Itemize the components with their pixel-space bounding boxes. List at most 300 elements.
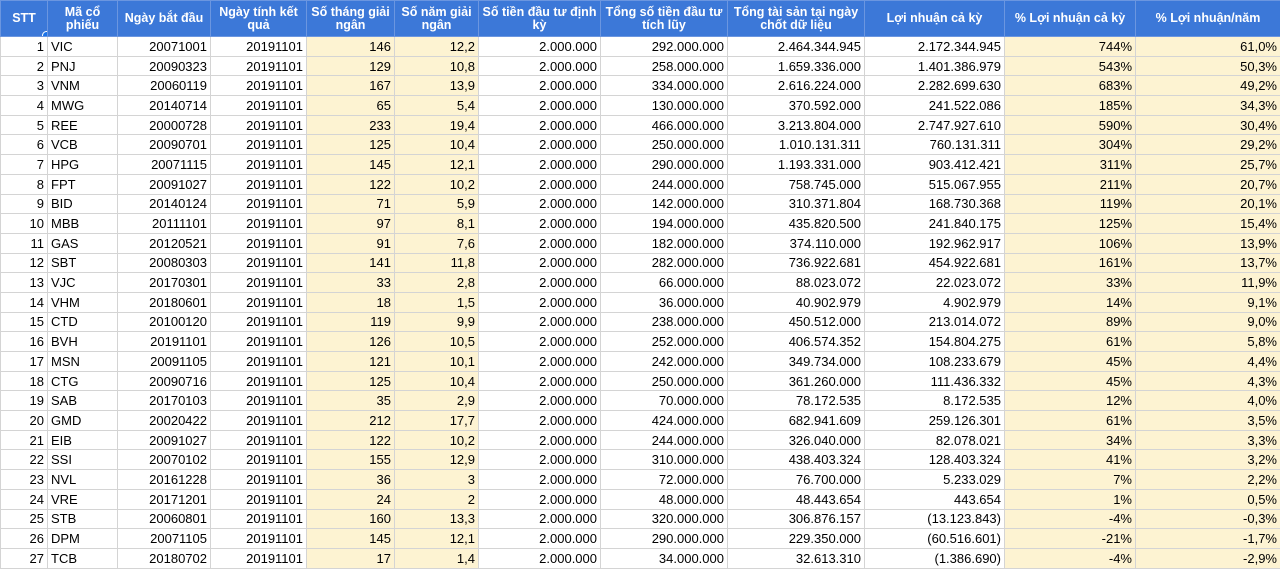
cell-stt[interactable]: 26 <box>1 529 48 549</box>
cell-profit-per-year[interactable]: 0,5% <box>1136 489 1280 509</box>
cell-total-assets[interactable]: 48.443.654 <box>728 489 865 509</box>
cell-years[interactable]: 12,2 <box>395 37 479 57</box>
cell-total-profit[interactable]: 1.401.386.979 <box>865 56 1005 76</box>
cell-months[interactable]: 146 <box>307 37 395 57</box>
cell-total-profit[interactable]: 5.233.029 <box>865 470 1005 490</box>
cell-total-profit[interactable]: (13.123.843) <box>865 509 1005 529</box>
cell-result-date[interactable]: 20191101 <box>211 529 307 549</box>
cell-start-date[interactable]: 20070102 <box>118 450 211 470</box>
cell-profit-percent[interactable]: 106% <box>1005 233 1136 253</box>
cell-months[interactable]: 91 <box>307 233 395 253</box>
cell-total-assets[interactable]: 1.659.336.000 <box>728 56 865 76</box>
cell-ticker[interactable]: VNM <box>48 76 118 96</box>
cell-profit-percent[interactable]: 543% <box>1005 56 1136 76</box>
cell-stt[interactable]: 2 <box>1 56 48 76</box>
cell-years[interactable]: 11,8 <box>395 253 479 273</box>
cell-ticker[interactable]: HPG <box>48 155 118 175</box>
cell-months[interactable]: 129 <box>307 56 395 76</box>
cell-profit-percent[interactable]: 12% <box>1005 391 1136 411</box>
cell-years[interactable]: 8,1 <box>395 214 479 234</box>
cell-total-profit[interactable]: 192.962.917 <box>865 233 1005 253</box>
cell-years[interactable]: 5,9 <box>395 194 479 214</box>
cell-total-invested[interactable]: 66.000.000 <box>601 273 728 293</box>
cell-total-invested[interactable]: 282.000.000 <box>601 253 728 273</box>
cell-profit-per-year[interactable]: 29,2% <box>1136 135 1280 155</box>
cell-stt[interactable]: 9 <box>1 194 48 214</box>
cell-months[interactable]: 155 <box>307 450 395 470</box>
cell-result-date[interactable]: 20191101 <box>211 253 307 273</box>
cell-start-date[interactable]: 20080303 <box>118 253 211 273</box>
cell-months[interactable]: 119 <box>307 312 395 332</box>
cell-years[interactable]: 7,6 <box>395 233 479 253</box>
cell-start-date[interactable]: 20180601 <box>118 292 211 312</box>
cell-ticker[interactable]: GMD <box>48 411 118 431</box>
cell-periodic-amount[interactable]: 2.000.000 <box>479 135 601 155</box>
cell-total-invested[interactable]: 424.000.000 <box>601 411 728 431</box>
cell-total-invested[interactable]: 244.000.000 <box>601 174 728 194</box>
cell-total-assets[interactable]: 438.403.324 <box>728 450 865 470</box>
cell-periodic-amount[interactable]: 2.000.000 <box>479 529 601 549</box>
cell-periodic-amount[interactable]: 2.000.000 <box>479 391 601 411</box>
cell-total-assets[interactable]: 2.464.344.945 <box>728 37 865 57</box>
cell-periodic-amount[interactable]: 2.000.000 <box>479 174 601 194</box>
header-start-date[interactable]: Ngày bắt đầu <box>118 1 211 37</box>
cell-stt[interactable]: 21 <box>1 430 48 450</box>
cell-start-date[interactable]: 20111101 <box>118 214 211 234</box>
cell-result-date[interactable]: 20191101 <box>211 332 307 352</box>
cell-profit-percent[interactable]: 33% <box>1005 273 1136 293</box>
cell-periodic-amount[interactable]: 2.000.000 <box>479 371 601 391</box>
cell-result-date[interactable]: 20191101 <box>211 174 307 194</box>
cell-profit-percent[interactable]: 304% <box>1005 135 1136 155</box>
cell-profit-per-year[interactable]: 25,7% <box>1136 155 1280 175</box>
cell-years[interactable]: 10,4 <box>395 371 479 391</box>
cell-periodic-amount[interactable]: 2.000.000 <box>479 332 601 352</box>
cell-start-date[interactable]: 20090701 <box>118 135 211 155</box>
cell-ticker[interactable]: STB <box>48 509 118 529</box>
cell-total-profit[interactable]: (1.386.690) <box>865 548 1005 568</box>
cell-periodic-amount[interactable]: 2.000.000 <box>479 470 601 490</box>
cell-result-date[interactable]: 20191101 <box>211 391 307 411</box>
cell-total-assets[interactable]: 306.876.157 <box>728 509 865 529</box>
cell-months[interactable]: 35 <box>307 391 395 411</box>
cell-ticker[interactable]: EIB <box>48 430 118 450</box>
cell-stt[interactable]: 1 <box>1 37 48 57</box>
cell-total-assets[interactable]: 76.700.000 <box>728 470 865 490</box>
cell-start-date[interactable]: 20071001 <box>118 37 211 57</box>
cell-start-date[interactable]: 20091027 <box>118 174 211 194</box>
cell-stt[interactable]: 22 <box>1 450 48 470</box>
header-total-invested[interactable]: Tổng số tiền đầu tư tích lũy <box>601 1 728 37</box>
cell-total-invested[interactable]: 242.000.000 <box>601 352 728 372</box>
cell-total-assets[interactable]: 229.350.000 <box>728 529 865 549</box>
cell-profit-percent[interactable]: 41% <box>1005 450 1136 470</box>
cell-years[interactable]: 10,8 <box>395 56 479 76</box>
cell-total-assets[interactable]: 2.616.224.000 <box>728 76 865 96</box>
cell-periodic-amount[interactable]: 2.000.000 <box>479 450 601 470</box>
cell-stt[interactable]: 27 <box>1 548 48 568</box>
cell-total-invested[interactable]: 130.000.000 <box>601 96 728 116</box>
cell-years[interactable]: 2,8 <box>395 273 479 293</box>
cell-years[interactable]: 2,9 <box>395 391 479 411</box>
cell-months[interactable]: 121 <box>307 352 395 372</box>
cell-years[interactable]: 10,1 <box>395 352 479 372</box>
cell-stt[interactable]: 11 <box>1 233 48 253</box>
cell-profit-per-year[interactable]: 4,0% <box>1136 391 1280 411</box>
cell-total-profit[interactable]: 454.922.681 <box>865 253 1005 273</box>
cell-periodic-amount[interactable]: 2.000.000 <box>479 509 601 529</box>
cell-start-date[interactable]: 20091105 <box>118 352 211 372</box>
cell-ticker[interactable]: VJC <box>48 273 118 293</box>
cell-periodic-amount[interactable]: 2.000.000 <box>479 96 601 116</box>
cell-ticker[interactable]: VHM <box>48 292 118 312</box>
cell-stt[interactable]: 13 <box>1 273 48 293</box>
cell-profit-percent[interactable]: 683% <box>1005 76 1136 96</box>
cell-start-date[interactable]: 20020422 <box>118 411 211 431</box>
cell-total-invested[interactable]: 258.000.000 <box>601 56 728 76</box>
cell-result-date[interactable]: 20191101 <box>211 312 307 332</box>
cell-years[interactable]: 13,9 <box>395 76 479 96</box>
cell-result-date[interactable]: 20191101 <box>211 470 307 490</box>
cell-total-invested[interactable]: 292.000.000 <box>601 37 728 57</box>
cell-result-date[interactable]: 20191101 <box>211 548 307 568</box>
cell-periodic-amount[interactable]: 2.000.000 <box>479 253 601 273</box>
cell-total-assets[interactable]: 682.941.609 <box>728 411 865 431</box>
cell-stt[interactable]: 16 <box>1 332 48 352</box>
cell-start-date[interactable]: 20161228 <box>118 470 211 490</box>
cell-result-date[interactable]: 20191101 <box>211 76 307 96</box>
cell-total-invested[interactable]: 238.000.000 <box>601 312 728 332</box>
cell-periodic-amount[interactable]: 2.000.000 <box>479 233 601 253</box>
cell-total-assets[interactable]: 406.574.352 <box>728 332 865 352</box>
cell-total-profit[interactable]: 2.172.344.945 <box>865 37 1005 57</box>
cell-total-profit[interactable]: 82.078.021 <box>865 430 1005 450</box>
cell-months[interactable]: 126 <box>307 332 395 352</box>
cell-months[interactable]: 160 <box>307 509 395 529</box>
cell-years[interactable]: 10,4 <box>395 135 479 155</box>
cell-years[interactable]: 12,1 <box>395 529 479 549</box>
cell-profit-per-year[interactable]: 20,7% <box>1136 174 1280 194</box>
cell-start-date[interactable]: 20170301 <box>118 273 211 293</box>
cell-total-invested[interactable]: 310.000.000 <box>601 450 728 470</box>
cell-total-assets[interactable]: 1.010.131.311 <box>728 135 865 155</box>
cell-years[interactable]: 10,2 <box>395 174 479 194</box>
cell-start-date[interactable]: 20060119 <box>118 76 211 96</box>
cell-total-assets[interactable]: 374.110.000 <box>728 233 865 253</box>
cell-start-date[interactable]: 20090716 <box>118 371 211 391</box>
cell-years[interactable]: 13,3 <box>395 509 479 529</box>
cell-total-assets[interactable]: 310.371.804 <box>728 194 865 214</box>
cell-profit-percent[interactable]: -4% <box>1005 548 1136 568</box>
cell-start-date[interactable]: 20140124 <box>118 194 211 214</box>
cell-profit-per-year[interactable]: 13,7% <box>1136 253 1280 273</box>
cell-profit-percent[interactable]: 590% <box>1005 115 1136 135</box>
cell-stt[interactable]: 12 <box>1 253 48 273</box>
cell-ticker[interactable]: MWG <box>48 96 118 116</box>
cell-result-date[interactable]: 20191101 <box>211 194 307 214</box>
cell-stt[interactable]: 19 <box>1 391 48 411</box>
cell-months[interactable]: 125 <box>307 135 395 155</box>
cell-result-date[interactable]: 20191101 <box>211 214 307 234</box>
cell-total-profit[interactable]: 760.131.311 <box>865 135 1005 155</box>
cell-result-date[interactable]: 20191101 <box>211 509 307 529</box>
cell-periodic-amount[interactable]: 2.000.000 <box>479 76 601 96</box>
cell-ticker[interactable]: MBB <box>48 214 118 234</box>
cell-years[interactable]: 10,5 <box>395 332 479 352</box>
cell-ticker[interactable]: VIC <box>48 37 118 57</box>
cell-total-invested[interactable]: 34.000.000 <box>601 548 728 568</box>
cell-start-date[interactable]: 20170103 <box>118 391 211 411</box>
header-years[interactable]: Số năm giải ngân <box>395 1 479 37</box>
cell-years[interactable]: 2 <box>395 489 479 509</box>
cell-profit-per-year[interactable]: -1,7% <box>1136 529 1280 549</box>
cell-total-invested[interactable]: 194.000.000 <box>601 214 728 234</box>
cell-total-invested[interactable]: 70.000.000 <box>601 391 728 411</box>
cell-result-date[interactable]: 20191101 <box>211 411 307 431</box>
cell-total-assets[interactable]: 88.023.072 <box>728 273 865 293</box>
cell-start-date[interactable]: 20191101 <box>118 332 211 352</box>
cell-total-invested[interactable]: 72.000.000 <box>601 470 728 490</box>
cell-profit-per-year[interactable]: 30,4% <box>1136 115 1280 135</box>
header-total-profit[interactable]: Lợi nhuận cả kỳ <box>865 1 1005 37</box>
cell-profit-percent[interactable]: 1% <box>1005 489 1136 509</box>
cell-start-date[interactable]: 20140714 <box>118 96 211 116</box>
cell-profit-per-year[interactable]: 13,9% <box>1136 233 1280 253</box>
cell-months[interactable]: 122 <box>307 174 395 194</box>
cell-total-assets[interactable]: 326.040.000 <box>728 430 865 450</box>
cell-months[interactable]: 97 <box>307 214 395 234</box>
cell-profit-per-year[interactable]: 20,1% <box>1136 194 1280 214</box>
cell-profit-percent[interactable]: 185% <box>1005 96 1136 116</box>
cell-periodic-amount[interactable]: 2.000.000 <box>479 352 601 372</box>
cell-ticker[interactable]: SAB <box>48 391 118 411</box>
header-profit-per-year[interactable]: % Lợi nhuận/năm <box>1136 1 1280 37</box>
cell-months[interactable]: 212 <box>307 411 395 431</box>
cell-result-date[interactable]: 20191101 <box>211 371 307 391</box>
cell-profit-per-year[interactable]: 3,2% <box>1136 450 1280 470</box>
cell-total-assets[interactable]: 78.172.535 <box>728 391 865 411</box>
header-stt[interactable] <box>1 1 48 37</box>
cell-profit-per-year[interactable]: 34,3% <box>1136 96 1280 116</box>
cell-profit-percent[interactable]: -4% <box>1005 509 1136 529</box>
cell-start-date[interactable]: 20090323 <box>118 56 211 76</box>
cell-stt[interactable]: 25 <box>1 509 48 529</box>
cell-start-date[interactable]: 20120521 <box>118 233 211 253</box>
cell-years[interactable]: 10,2 <box>395 430 479 450</box>
cell-months[interactable]: 145 <box>307 529 395 549</box>
cell-result-date[interactable]: 20191101 <box>211 489 307 509</box>
cell-total-profit[interactable]: 22.023.072 <box>865 273 1005 293</box>
cell-ticker[interactable]: BID <box>48 194 118 214</box>
cell-profit-per-year[interactable]: -0,3% <box>1136 509 1280 529</box>
cell-total-assets[interactable]: 370.592.000 <box>728 96 865 116</box>
cell-total-profit[interactable]: 4.902.979 <box>865 292 1005 312</box>
cell-total-invested[interactable]: 250.000.000 <box>601 371 728 391</box>
cell-ticker[interactable]: REE <box>48 115 118 135</box>
cell-total-profit[interactable]: 515.067.955 <box>865 174 1005 194</box>
cell-total-profit[interactable]: 443.654 <box>865 489 1005 509</box>
cell-profit-percent[interactable]: 119% <box>1005 194 1136 214</box>
cell-stt[interactable]: 24 <box>1 489 48 509</box>
cell-start-date[interactable]: 20071115 <box>118 155 211 175</box>
cell-stt[interactable]: 10 <box>1 214 48 234</box>
cell-ticker[interactable]: VCB <box>48 135 118 155</box>
cell-profit-percent[interactable]: 34% <box>1005 430 1136 450</box>
cell-profit-per-year[interactable]: 61,0% <box>1136 37 1280 57</box>
cell-stt[interactable]: 3 <box>1 76 48 96</box>
cell-result-date[interactable]: 20191101 <box>211 135 307 155</box>
cell-total-invested[interactable]: 244.000.000 <box>601 430 728 450</box>
cell-months[interactable]: 18 <box>307 292 395 312</box>
cell-result-date[interactable]: 20191101 <box>211 430 307 450</box>
cell-stt[interactable]: 8 <box>1 174 48 194</box>
header-months[interactable]: Số tháng giải ngân <box>307 1 395 37</box>
cell-ticker[interactable]: MSN <box>48 352 118 372</box>
cell-profit-percent[interactable]: 61% <box>1005 332 1136 352</box>
cell-total-assets[interactable]: 361.260.000 <box>728 371 865 391</box>
cell-stt[interactable]: 23 <box>1 470 48 490</box>
cell-total-assets[interactable]: 32.613.310 <box>728 548 865 568</box>
header-periodic-amount[interactable]: Số tiền đầu tư định kỳ <box>479 1 601 37</box>
cell-periodic-amount[interactable]: 2.000.000 <box>479 214 601 234</box>
cell-start-date[interactable]: 20060801 <box>118 509 211 529</box>
cell-total-invested[interactable]: 182.000.000 <box>601 233 728 253</box>
cell-total-profit[interactable]: 213.014.072 <box>865 312 1005 332</box>
cell-profit-percent[interactable]: 14% <box>1005 292 1136 312</box>
cell-start-date[interactable]: 20100120 <box>118 312 211 332</box>
cell-total-profit[interactable]: 903.412.421 <box>865 155 1005 175</box>
cell-profit-per-year[interactable]: 9,1% <box>1136 292 1280 312</box>
cell-ticker[interactable]: PNJ <box>48 56 118 76</box>
cell-months[interactable]: 36 <box>307 470 395 490</box>
cell-years[interactable]: 1,4 <box>395 548 479 568</box>
cell-stt[interactable]: 14 <box>1 292 48 312</box>
cell-total-profit[interactable]: 241.522.086 <box>865 96 1005 116</box>
cell-profit-percent[interactable]: 45% <box>1005 352 1136 372</box>
cell-total-assets[interactable]: 736.922.681 <box>728 253 865 273</box>
header-profit-percent[interactable]: % Lợi nhuận cả kỳ <box>1005 1 1136 37</box>
cell-profit-percent[interactable]: 7% <box>1005 470 1136 490</box>
cell-start-date[interactable]: 20091027 <box>118 430 211 450</box>
cell-total-invested[interactable]: 252.000.000 <box>601 332 728 352</box>
cell-result-date[interactable]: 20191101 <box>211 37 307 57</box>
cell-start-date[interactable]: 20000728 <box>118 115 211 135</box>
cell-total-assets[interactable]: 40.902.979 <box>728 292 865 312</box>
cell-years[interactable]: 9,9 <box>395 312 479 332</box>
cell-profit-percent[interactable]: 61% <box>1005 411 1136 431</box>
cell-ticker[interactable]: GAS <box>48 233 118 253</box>
cell-total-assets[interactable]: 435.820.500 <box>728 214 865 234</box>
cell-result-date[interactable]: 20191101 <box>211 115 307 135</box>
cell-total-profit[interactable]: 168.730.368 <box>865 194 1005 214</box>
cell-total-profit[interactable]: 259.126.301 <box>865 411 1005 431</box>
cell-profit-percent[interactable]: 211% <box>1005 174 1136 194</box>
cell-profit-percent[interactable]: 161% <box>1005 253 1136 273</box>
cell-total-profit[interactable]: 111.436.332 <box>865 371 1005 391</box>
cell-periodic-amount[interactable]: 2.000.000 <box>479 292 601 312</box>
cell-months[interactable]: 17 <box>307 548 395 568</box>
cell-months[interactable]: 33 <box>307 273 395 293</box>
cell-total-profit[interactable]: 128.403.324 <box>865 450 1005 470</box>
cell-years[interactable]: 19,4 <box>395 115 479 135</box>
cell-profit-per-year[interactable]: 4,3% <box>1136 371 1280 391</box>
cell-ticker[interactable]: NVL <box>48 470 118 490</box>
cell-profit-per-year[interactable]: 49,2% <box>1136 76 1280 96</box>
cell-total-profit[interactable]: (60.516.601) <box>865 529 1005 549</box>
cell-months[interactable]: 125 <box>307 371 395 391</box>
cell-total-assets[interactable]: 758.745.000 <box>728 174 865 194</box>
cell-total-invested[interactable]: 142.000.000 <box>601 194 728 214</box>
cell-years[interactable]: 3 <box>395 470 479 490</box>
cell-periodic-amount[interactable]: 2.000.000 <box>479 56 601 76</box>
header-result-date[interactable]: Ngày tính kết quả <box>211 1 307 37</box>
cell-total-assets[interactable]: 349.734.000 <box>728 352 865 372</box>
cell-profit-per-year[interactable]: 11,9% <box>1136 273 1280 293</box>
cell-periodic-amount[interactable]: 2.000.000 <box>479 115 601 135</box>
cell-total-invested[interactable]: 320.000.000 <box>601 509 728 529</box>
header-total-assets[interactable]: Tổng tài sản tại ngày chốt dữ liệu <box>728 1 865 37</box>
cell-stt[interactable]: 4 <box>1 96 48 116</box>
cell-ticker[interactable]: TCB <box>48 548 118 568</box>
cell-ticker[interactable]: VRE <box>48 489 118 509</box>
cell-profit-per-year[interactable]: 4,4% <box>1136 352 1280 372</box>
cell-stt[interactable]: 15 <box>1 312 48 332</box>
cell-total-invested[interactable]: 250.000.000 <box>601 135 728 155</box>
cell-years[interactable]: 1,5 <box>395 292 479 312</box>
cell-profit-per-year[interactable]: 3,3% <box>1136 430 1280 450</box>
cell-periodic-amount[interactable]: 2.000.000 <box>479 273 601 293</box>
cell-months[interactable]: 167 <box>307 76 395 96</box>
cell-total-profit[interactable]: 108.233.679 <box>865 352 1005 372</box>
cell-stt[interactable]: 18 <box>1 371 48 391</box>
cell-years[interactable]: 5,4 <box>395 96 479 116</box>
cell-periodic-amount[interactable]: 2.000.000 <box>479 37 601 57</box>
cell-total-assets[interactable]: 3.213.804.000 <box>728 115 865 135</box>
cell-profit-per-year[interactable]: 3,5% <box>1136 411 1280 431</box>
cell-result-date[interactable]: 20191101 <box>211 155 307 175</box>
cell-periodic-amount[interactable]: 2.000.000 <box>479 548 601 568</box>
cell-profit-percent[interactable]: 125% <box>1005 214 1136 234</box>
cell-ticker[interactable]: CTG <box>48 371 118 391</box>
cell-periodic-amount[interactable]: 2.000.000 <box>479 312 601 332</box>
cell-profit-per-year[interactable]: -2,9% <box>1136 548 1280 568</box>
cell-profit-percent[interactable]: -21% <box>1005 529 1136 549</box>
cell-total-invested[interactable]: 48.000.000 <box>601 489 728 509</box>
cell-start-date[interactable]: 20180702 <box>118 548 211 568</box>
cell-years[interactable]: 12,9 <box>395 450 479 470</box>
cell-months[interactable]: 141 <box>307 253 395 273</box>
cell-stt[interactable]: 7 <box>1 155 48 175</box>
cell-profit-per-year[interactable]: 2,2% <box>1136 470 1280 490</box>
cell-profit-per-year[interactable]: 50,3% <box>1136 56 1280 76</box>
cell-months[interactable]: 122 <box>307 430 395 450</box>
cell-periodic-amount[interactable]: 2.000.000 <box>479 155 601 175</box>
cell-profit-percent[interactable]: 744% <box>1005 37 1136 57</box>
cell-stt[interactable]: 20 <box>1 411 48 431</box>
cell-ticker[interactable]: SBT <box>48 253 118 273</box>
cell-years[interactable]: 17,7 <box>395 411 479 431</box>
cell-stt[interactable]: 17 <box>1 352 48 372</box>
cell-years[interactable]: 12,1 <box>395 155 479 175</box>
cell-total-profit[interactable]: 2.282.699.630 <box>865 76 1005 96</box>
cell-months[interactable]: 24 <box>307 489 395 509</box>
cell-ticker[interactable]: CTD <box>48 312 118 332</box>
cell-start-date[interactable]: 20071105 <box>118 529 211 549</box>
cell-total-invested[interactable]: 290.000.000 <box>601 155 728 175</box>
cell-start-date[interactable]: 20171201 <box>118 489 211 509</box>
cell-total-profit[interactable]: 154.804.275 <box>865 332 1005 352</box>
cell-ticker[interactable]: FPT <box>48 174 118 194</box>
